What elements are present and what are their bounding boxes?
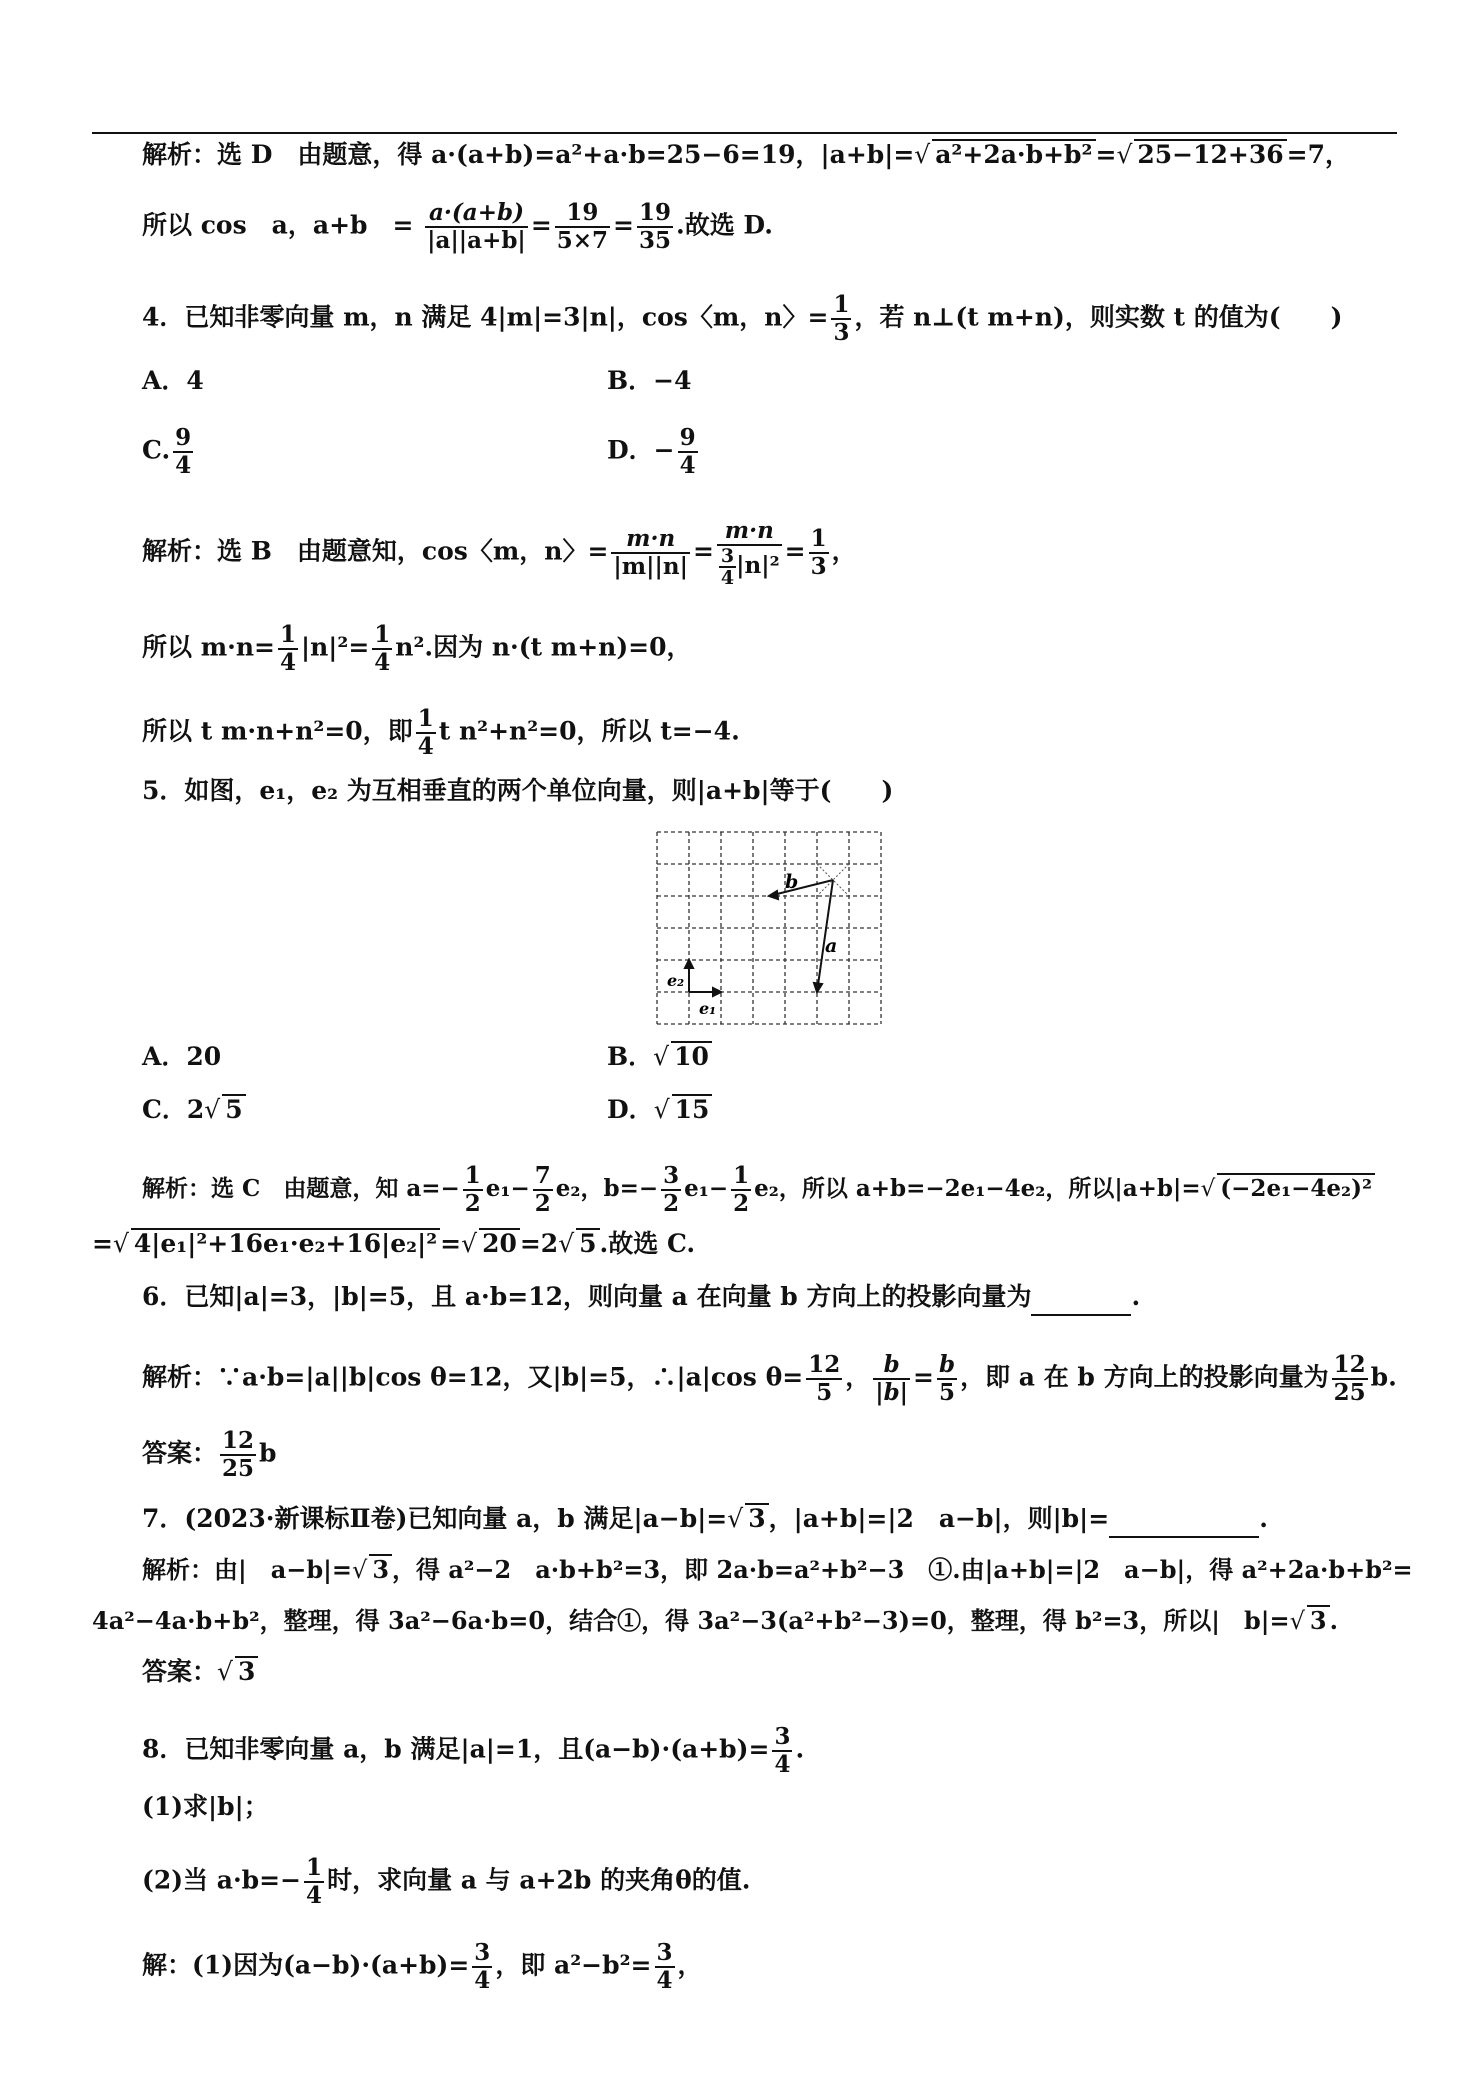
q8-solution: 解：(1)因为(a−b)·(a+b)= $\frac{3}{4}$ ，即 a²−b²= $\frac{3}{4}$ ， <box>142 1939 703 1994</box>
solution-label: 解析： <box>142 1555 214 1584</box>
radicand: 25−12+36 <box>1134 139 1286 169</box>
q7-answer: 答案：√ 3 <box>142 1655 258 1689</box>
solution-label: 解析： <box>142 1175 211 1202</box>
q3-solution-text: .故选 D. <box>676 210 773 240</box>
sqrt-icon: √ <box>352 1556 368 1584</box>
q4-stem <box>142 292 1342 346</box>
q4-option-d: D．− $\frac{9}{4}$ <box>607 424 696 479</box>
a-label: a <box>825 935 838 957</box>
q3-solution-line-1 <box>142 138 1350 172</box>
fraction: $\frac{1}{2}$ <box>733 1162 750 1217</box>
fraction: $\frac{12}{25}$ <box>1333 1351 1366 1406</box>
q4-option-a: A．4 <box>142 366 204 395</box>
sqrt-icon: √ <box>112 1229 129 1258</box>
fraction: $\frac{7}{2}$ <box>534 1162 551 1217</box>
q6-answer: 答案： $\frac{12}{25}$ b <box>142 1427 277 1482</box>
q7-solution-line-2: 4a²−4a·b+b²，整理，得 3a²−6a·b=0，结合①，得 3a²−3(a²+b²−3)=0，整理，得 b²=3，所以| b|=√ 3 . <box>92 1606 1338 1635</box>
q5-stem: 5．如图，e₁，e₂ 为互相垂直的两个单位向量，则|a+b|等于( ) <box>142 776 894 805</box>
q4-option-b: B．−4 <box>607 366 692 395</box>
equals: = <box>530 210 552 240</box>
q5-option-d: D．√ 15 <box>607 1093 712 1127</box>
e2-label: e₂ <box>667 971 685 990</box>
fraction: $\frac{1}{4}$ <box>374 621 391 676</box>
q7-stem: 7．(2023·新课标Ⅱ卷)已知向量 a，b 满足|a−b|=√ 3 ，|a+b|=|2 a−b|，则|b|= . <box>142 1502 1268 1538</box>
q4-stem-text: ，若 n⊥(t m+n)，则实数 t 的值为( ) <box>854 302 1343 332</box>
fraction: $\frac{1}{2}$ <box>464 1162 481 1217</box>
fraction: $\frac{12}{25}$ <box>222 1427 255 1482</box>
q5-solution-line-2: =√ 4|e₁|²+16e₁·e₂+16|e₂|² =√ 20 =2√ 5 .故选 C. <box>92 1229 696 1258</box>
q4-solution-line-1: 解析：选 B 由题意知，cos〈m，n〉= $\frac{m\cdot n}{|m||n|}$ = m·n $\frac{3}{4}$ |n|² = $\frac{1}{3}$ ， <box>142 517 857 589</box>
fraction: $\frac{9}{4}$ <box>679 424 696 479</box>
fraction: $\frac{1}{3}$ <box>810 525 827 580</box>
sqrt-icon: √ <box>1200 1176 1216 1202</box>
answer-blank[interactable] <box>1109 1502 1259 1538</box>
b-vector <box>769 880 833 896</box>
e1-label: e₁ <box>699 999 717 1018</box>
q4-solution-line-2: 所以 m·n= $\frac{1}{4}$ |n|²= $\frac{1}{4}$ n².因为 n·(t m+n)=0， <box>142 621 692 676</box>
q4-solution-text: 选 B 由题意知，cos〈m，n〉= <box>217 536 609 566</box>
sqrt-icon: √ <box>204 1095 221 1124</box>
fraction: $\frac{12}{5}$ <box>808 1351 841 1406</box>
fraction: $\frac{b}{5}$ <box>939 1351 956 1406</box>
fraction: $\frac{3}{4}$ <box>656 1939 673 1994</box>
sqrt-icon: √ <box>217 1657 233 1686</box>
q5-option-b: B．√ 10 <box>607 1040 712 1074</box>
q6-stem: 6．已知|a|=3，|b|=5，且 a·b=12，则向量 a 在向量 b 方向上的投影向量为 . <box>142 1280 1140 1316</box>
answer-label: 答案： <box>142 1657 218 1686</box>
a-arrowhead <box>814 983 822 992</box>
e1-arrowhead <box>713 988 721 996</box>
fraction: $\frac{3}{4}$ <box>474 1939 491 1994</box>
sqrt-icon: √ <box>727 1504 744 1533</box>
fraction: $\frac{m\cdot n}{|m||n|}$ <box>613 525 688 580</box>
q6-solution: 解析：∵a·b=|a||b|cos θ=12，又|b|=5，∴|a|cos θ= $\frac{12}{5}$ ， $\frac{b}{|b|}$ = $\frac{b}{5}$ ，即 a 在 b 方向上的投影向量为 $\frac{12}{25}$ b. <box>142 1351 1397 1406</box>
equals: = <box>613 210 634 240</box>
answer-blank[interactable] <box>1031 1280 1131 1316</box>
fraction: $\frac{3}{2}$ <box>663 1162 680 1217</box>
q4-solution-line-3: 所以 t m·n+n²=0，即 $\frac{1}{4}$ t n²+n²=0，所以 t=−4. <box>142 705 740 760</box>
solution-label: 解析： <box>142 536 218 566</box>
answer-label: 答案： <box>142 1438 218 1468</box>
fraction: $\frac{1}{4}$ <box>279 621 296 676</box>
fraction: $\frac{19}{5\times 7}$ <box>556 199 609 254</box>
sqrt-icon: √ <box>461 1229 478 1258</box>
q5-solution-line-1: 解析：选 C 由题意，知 a=− $\frac{1}{2}$ e₁− $\frac{7}{2}$ e₂，b=− $\frac{3}{2}$ e₁− $\frac{1}{2}$ e₂，所以 a+b=−2e₁−4e₂，所以|a+b|=√ (−2e₁−4e₂)² <box>142 1163 1375 1217</box>
fraction: m·n $\frac{3}{4}$ |n|² <box>717 518 782 588</box>
q7-solution-line-1: 解析：由| a−b|=√ 3 ，得 a²−2 a·b+b²=3，即 2a·b=a²+b²−3 ①.由|a+b|=|2 a−b|，得 a²+2a·b+b²= <box>142 1555 1413 1584</box>
radicand: a²+2a·b+b² <box>932 139 1095 169</box>
q5-option-c: C．2√ 5 <box>142 1093 246 1127</box>
q4-option-c: C. $\frac{9}{4}$ <box>142 424 192 479</box>
sqrt-icon: √ <box>653 1095 670 1124</box>
fraction: $\frac{9}{4}$ <box>175 424 192 479</box>
solution-label: 解： <box>142 1950 193 1980</box>
solution-label: 解析： <box>142 1362 218 1392</box>
sqrt-icon: √ <box>1116 140 1133 169</box>
e2-arrowhead <box>685 960 693 968</box>
sqrt-icon: √ <box>653 1042 670 1071</box>
q3-solution-text: 所以 cos a，a+b = <box>142 210 414 240</box>
q3-solution-text: 选 D 由题意，得 a·(a+b)=a²+a·b=25−6=19，|a+b|= <box>217 140 915 169</box>
b-label: b <box>785 871 799 893</box>
header-rule <box>92 132 1397 134</box>
vector-grid-figure <box>655 830 885 1030</box>
sqrt-icon: √ <box>1289 1607 1305 1635</box>
fraction: $\frac{1}{4}$ <box>417 705 434 760</box>
equals: = <box>1095 140 1117 169</box>
fraction: $\frac{1}{4}$ <box>306 1854 323 1909</box>
q3-solution-text: =7， <box>1286 140 1350 169</box>
solution-label: 解析： <box>142 140 218 169</box>
sqrt-icon: √ <box>558 1229 575 1258</box>
q3-solution-line-2 <box>142 200 773 254</box>
q5-option-a: A．20 <box>142 1042 222 1071</box>
sqrt-icon: √ <box>914 140 931 169</box>
q8-part-2: (2)当 a·b=− $\frac{1}{4}$ 时，求向量 a 与 a+2b 的夹角θ的值. <box>142 1854 751 1909</box>
q8-stem: 8．已知非零向量 a，b 满足|a|=1，且(a−b)·(a+b)= $\frac{3}{4}$ . <box>142 1723 805 1778</box>
fraction: $\frac{19}{35}$ <box>639 199 672 254</box>
q4-stem-text: 4．已知非零向量 m，n 满足 4|m|=3|n|，cos〈m，n〉= <box>142 302 829 332</box>
q8-part-1: (1)求|b|； <box>142 1792 269 1821</box>
fraction: $\frac{3}{4}$ <box>774 1723 791 1778</box>
fraction: $\frac{b}{|b|}$ <box>875 1351 909 1406</box>
grid-lines <box>657 832 881 1024</box>
fraction: $\frac{1}{3}$ <box>833 291 850 346</box>
b-arrowhead <box>769 891 778 899</box>
fraction: $\frac{a\cdot(a+b)}{|a||a+b|}$ <box>427 199 526 254</box>
